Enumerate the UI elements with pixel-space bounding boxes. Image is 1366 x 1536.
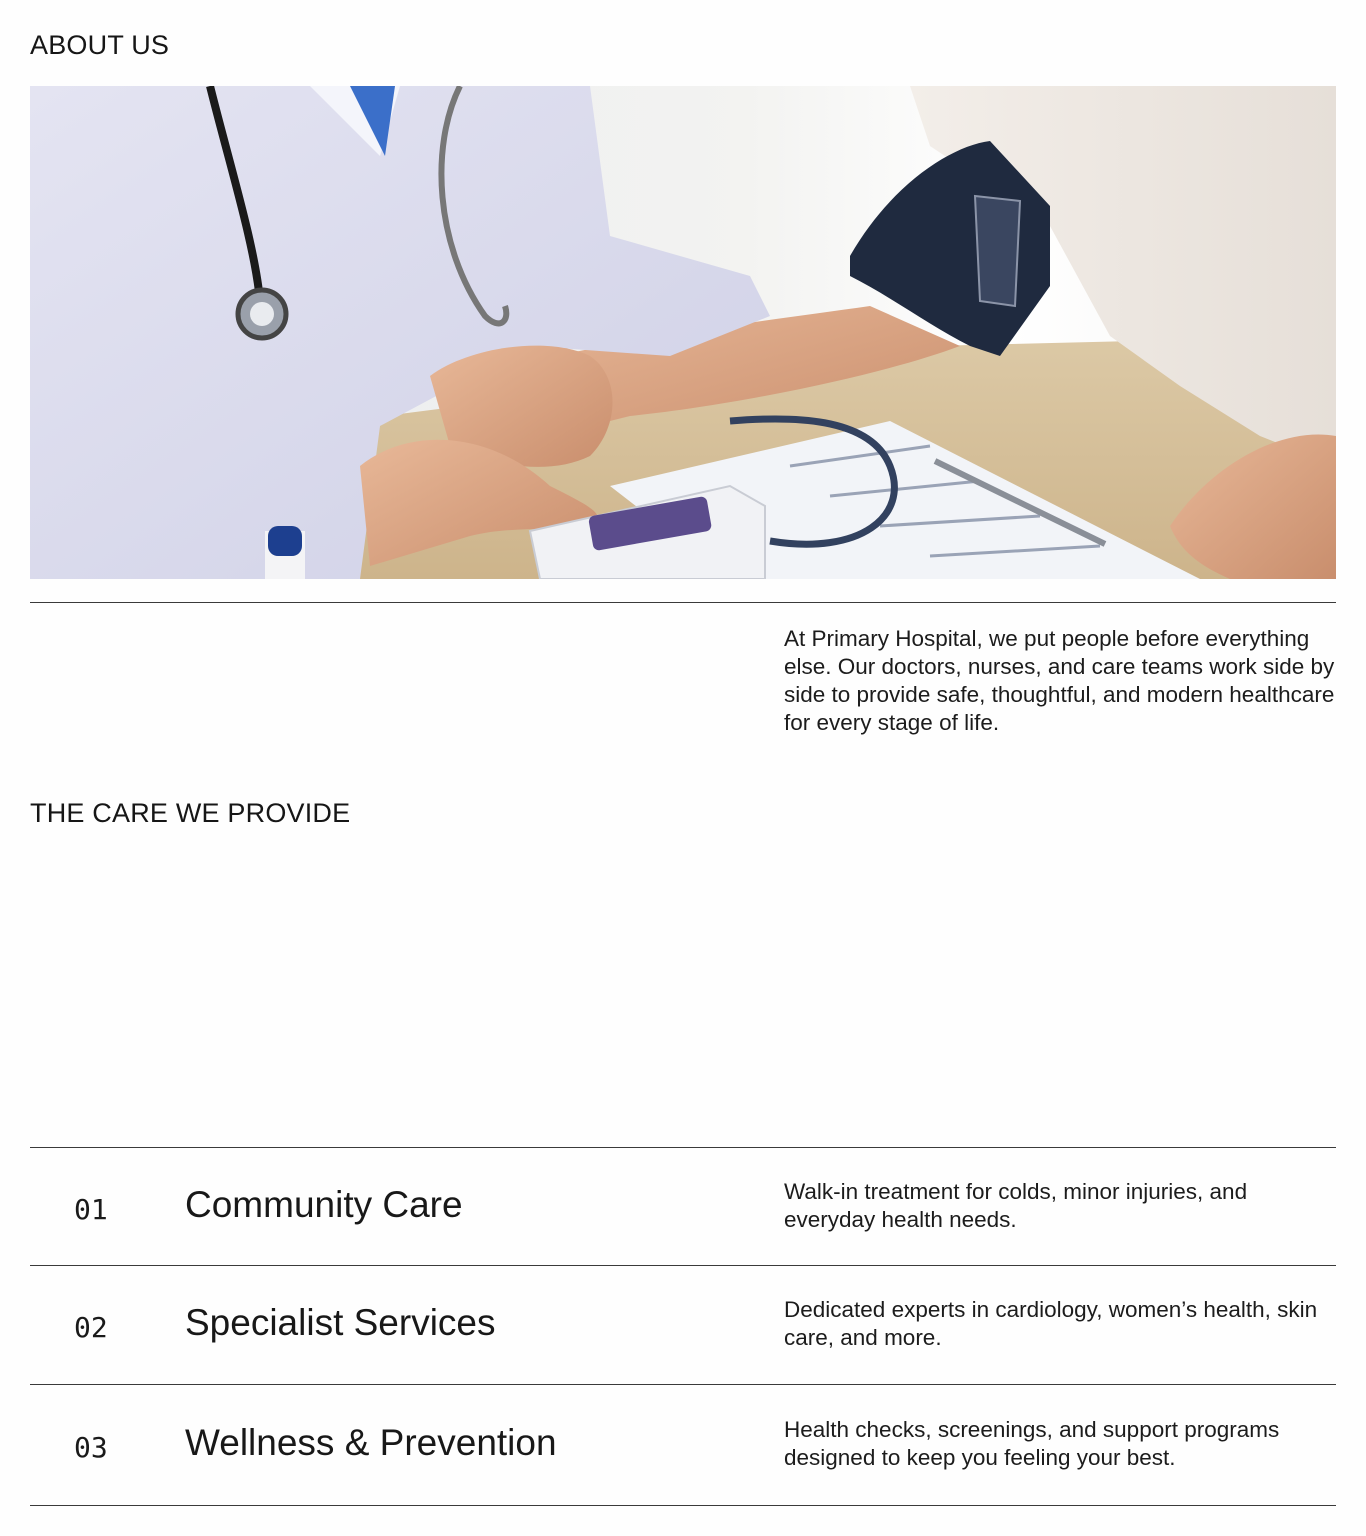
service-title: Wellness & Prevention bbox=[185, 1422, 557, 1463]
service-title: Community Care bbox=[185, 1184, 463, 1225]
service-number: 01 bbox=[74, 1193, 108, 1226]
service-description: Health checks, screenings, and support programs designed to keep you feeling your best. bbox=[784, 1417, 1280, 1470]
about-heading: ABOUT US bbox=[30, 30, 170, 60]
blood-pressure-photo bbox=[30, 86, 1336, 579]
service-description: Dedicated experts in cardiology, women’s health, skin care, and more. bbox=[784, 1297, 1318, 1350]
service-number: 03 bbox=[74, 1431, 108, 1464]
about-intro-text: At Primary Hospital, we put people before everything else. Our doctors, nurses, and care teams work side by side to provide safe, thoughtful, and modern healthcare for every stage of life. bbox=[784, 626, 1335, 735]
service-number: 02 bbox=[74, 1311, 108, 1344]
service-row-community-care[interactable] bbox=[30, 1148, 1336, 1265]
service-title: Specialist Services bbox=[185, 1302, 496, 1343]
about-divider bbox=[30, 602, 1336, 603]
service-description: Walk-in treatment for colds, minor injuries, and everyday health needs. bbox=[784, 1179, 1248, 1232]
care-heading: THE CARE WE PROVIDE bbox=[30, 798, 351, 828]
service-row-wellness-prevention[interactable] bbox=[30, 1385, 1336, 1505]
hero-image bbox=[30, 86, 1336, 579]
services-bottom-divider bbox=[30, 1505, 1336, 1506]
service-row-specialist-services[interactable] bbox=[30, 1266, 1336, 1384]
